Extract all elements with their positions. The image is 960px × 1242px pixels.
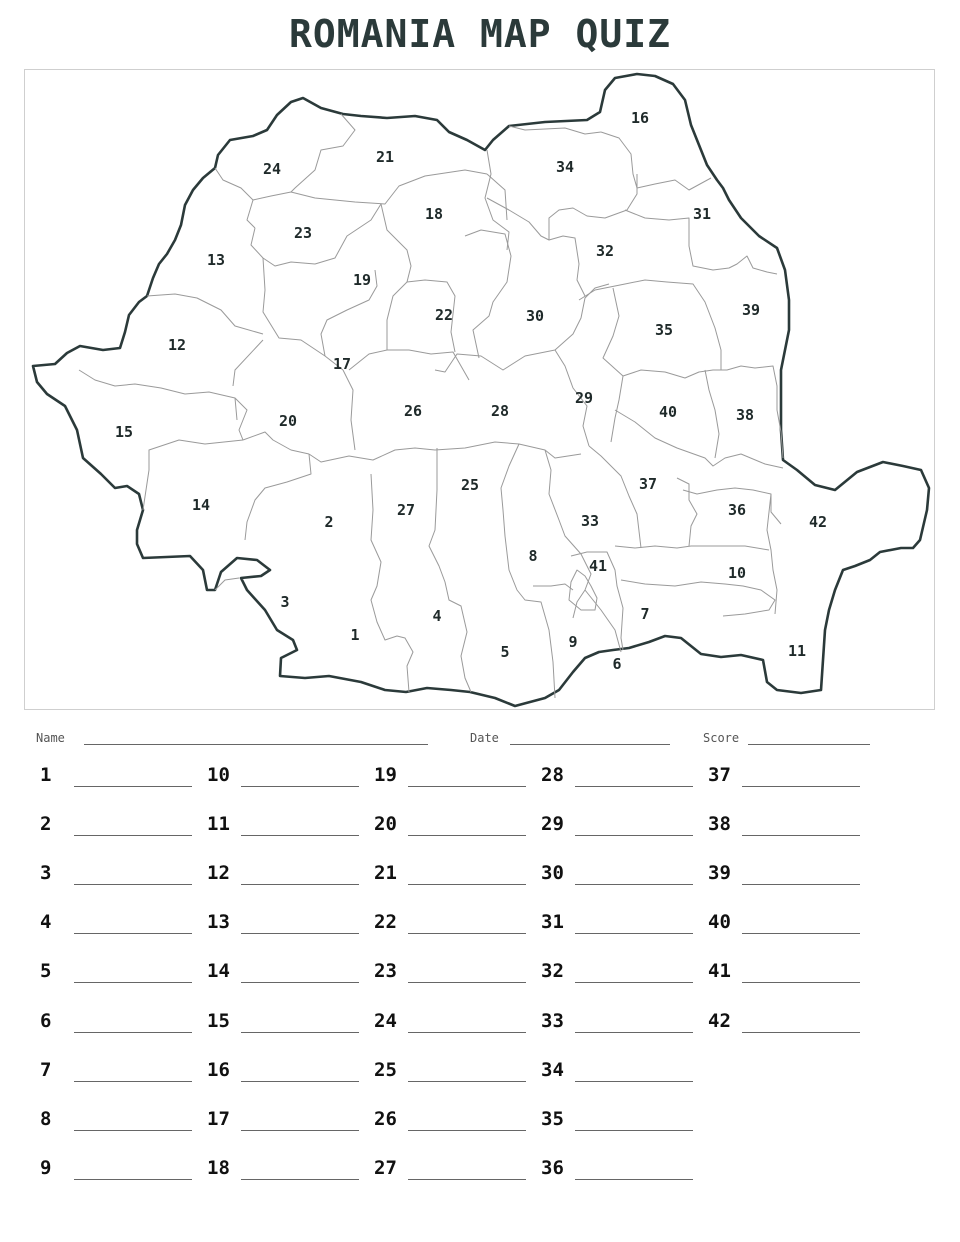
- answer-blank[interactable]: [241, 1032, 359, 1033]
- romania-map: [25, 70, 936, 711]
- region-label-37: 37: [638, 475, 658, 493]
- answer-number: 3: [40, 862, 52, 885]
- region-label-33: 33: [580, 512, 600, 530]
- answer-number: 23: [374, 960, 397, 983]
- answer-row-18: [207, 1157, 367, 1187]
- region-label-39: 39: [741, 301, 761, 319]
- answer-row-33: [541, 1010, 701, 1040]
- answer-row-35: [541, 1108, 701, 1138]
- region-label-35: 35: [654, 321, 674, 339]
- name-field[interactable]: [84, 744, 428, 745]
- region-label-9: 9: [568, 633, 578, 651]
- answer-blank[interactable]: [408, 1081, 526, 1082]
- region-label-10: 10: [727, 564, 747, 582]
- answer-number: 10: [207, 764, 230, 786]
- answer-blank[interactable]: [575, 1179, 693, 1180]
- date-label: Date: [470, 731, 499, 745]
- answer-blank[interactable]: [575, 1081, 693, 1082]
- region-label-30: 30: [525, 307, 545, 325]
- answer-number: 42: [708, 1009, 731, 1032]
- answer-blank[interactable]: [241, 835, 359, 836]
- region-label-34: 34: [555, 158, 575, 176]
- answer-row-17: [207, 1108, 367, 1138]
- region-label-24: 24: [262, 160, 282, 178]
- answer-row-6: [40, 1010, 200, 1040]
- answer-blank[interactable]: [74, 1081, 192, 1082]
- region-label-15: 15: [114, 423, 134, 441]
- region-label-20: 20: [278, 412, 298, 430]
- region-label-18: 18: [424, 205, 444, 223]
- region-label-40: 40: [658, 403, 678, 421]
- answer-blank[interactable]: [575, 884, 693, 885]
- page-title: ROMANIA MAP QUIZ: [288, 12, 672, 56]
- region-label-29: 29: [574, 389, 594, 407]
- answer-blank[interactable]: [408, 982, 526, 983]
- answer-number: 36: [541, 1156, 564, 1179]
- score-field[interactable]: [748, 744, 870, 745]
- answer-row-28: [541, 764, 701, 794]
- answer-blank[interactable]: [742, 933, 860, 934]
- answer-row-16: [207, 1059, 367, 1089]
- region-label-7: 7: [640, 605, 650, 623]
- answer-blank[interactable]: [241, 982, 359, 983]
- region-label-23: 23: [293, 224, 313, 242]
- region-label-19: 19: [352, 271, 372, 289]
- answer-number: 9: [40, 1156, 52, 1179]
- answer-blank[interactable]: [241, 884, 359, 885]
- answer-row-23: [374, 960, 534, 990]
- region-label-3: 3: [280, 593, 290, 611]
- region-label-22: 22: [434, 306, 454, 324]
- answer-number: 39: [708, 862, 731, 885]
- answer-blank[interactable]: [575, 933, 693, 934]
- answer-number: 33: [541, 1009, 564, 1032]
- region-label-13: 13: [206, 251, 226, 269]
- answer-number: 5: [40, 960, 52, 983]
- answer-number: 18: [207, 1156, 230, 1179]
- answer-number: 27: [374, 1156, 397, 1179]
- score-label: Score: [703, 731, 740, 745]
- answer-number: 13: [207, 911, 230, 934]
- answer-number: 12: [207, 862, 230, 885]
- answer-row-25: [374, 1059, 534, 1089]
- answer-row-30: [541, 862, 701, 892]
- region-label-31: 31: [692, 205, 712, 223]
- region-label-32: 32: [595, 242, 615, 260]
- answer-blank[interactable]: [575, 1130, 693, 1131]
- answer-blank[interactable]: [408, 786, 526, 787]
- answer-blank[interactable]: [408, 1032, 526, 1033]
- answer-blank[interactable]: [408, 835, 526, 836]
- answer-blank[interactable]: [74, 1130, 192, 1131]
- answer-blank[interactable]: [74, 835, 192, 836]
- answer-blank[interactable]: [241, 1179, 359, 1180]
- answer-number: 41: [708, 960, 731, 983]
- region-label-5: 5: [500, 643, 510, 661]
- answer-number: 2: [40, 813, 52, 836]
- region-label-25: 25: [460, 476, 480, 494]
- answer-blank[interactable]: [575, 1032, 693, 1033]
- answer-blank[interactable]: [742, 835, 860, 836]
- region-label-6: 6: [612, 655, 622, 673]
- answer-row-21: [374, 862, 534, 892]
- region-label-1: 1: [350, 626, 360, 644]
- answer-number: 32: [541, 960, 564, 983]
- answer-row-9: [40, 1157, 200, 1187]
- name-label: Name: [36, 731, 65, 745]
- answer-blank[interactable]: [241, 786, 359, 787]
- answer-number: 11: [207, 813, 230, 836]
- answer-number: 17: [207, 1107, 230, 1130]
- answer-number: 35: [541, 1107, 564, 1130]
- answer-blank[interactable]: [74, 1179, 192, 1180]
- region-label-28: 28: [490, 402, 510, 420]
- answer-number: 37: [708, 764, 731, 786]
- answer-number: 40: [708, 911, 731, 934]
- answer-blank[interactable]: [575, 835, 693, 836]
- answer-row-42: [708, 1010, 868, 1040]
- region-label-14: 14: [191, 496, 211, 514]
- answer-number: 30: [541, 862, 564, 885]
- answer-number: 21: [374, 862, 397, 885]
- answer-number: 19: [374, 764, 397, 786]
- answer-number: 29: [541, 813, 564, 836]
- region-label-36: 36: [727, 501, 747, 519]
- answer-blank[interactable]: [408, 933, 526, 934]
- answer-number: 24: [374, 1009, 397, 1032]
- region-label-21: 21: [375, 148, 395, 166]
- answer-blank[interactable]: [241, 1081, 359, 1082]
- answer-number: 28: [541, 764, 564, 786]
- answer-blank[interactable]: [742, 1032, 860, 1033]
- answer-number: 34: [541, 1058, 564, 1081]
- answer-number: 25: [374, 1058, 397, 1081]
- answer-blank[interactable]: [74, 982, 192, 983]
- region-label-4: 4: [432, 607, 442, 625]
- answer-row-40: [708, 911, 868, 941]
- answer-number: 31: [541, 911, 564, 934]
- region-label-42: 42: [808, 513, 828, 531]
- date-field[interactable]: [510, 744, 670, 745]
- answer-blank[interactable]: [241, 933, 359, 934]
- answer-row-27: [374, 1157, 534, 1187]
- answer-row-1: [40, 764, 200, 794]
- answer-number: 4: [40, 911, 52, 934]
- answer-row-2: [40, 813, 200, 843]
- answer-row-15: [207, 1010, 367, 1040]
- region-label-11: 11: [787, 642, 807, 660]
- answer-row-22: [374, 911, 534, 941]
- answer-number: 7: [40, 1058, 52, 1081]
- answer-row-5: [40, 960, 200, 990]
- region-label-27: 27: [396, 501, 416, 519]
- answer-blank[interactable]: [408, 1179, 526, 1180]
- answer-number: 1: [40, 764, 52, 786]
- answer-blank[interactable]: [742, 884, 860, 885]
- answer-blank[interactable]: [408, 1130, 526, 1131]
- map-frame: [24, 69, 935, 710]
- answer-number: 6: [40, 1009, 52, 1032]
- answer-row-41: [708, 960, 868, 990]
- answer-blank[interactable]: [74, 1032, 192, 1033]
- answer-row-4: [40, 911, 200, 941]
- answer-row-3: [40, 862, 200, 892]
- region-label-2: 2: [324, 513, 334, 531]
- answer-row-11: [207, 813, 367, 843]
- answer-row-10: [207, 764, 367, 794]
- answer-row-13: [207, 911, 367, 941]
- region-label-41: 41: [588, 557, 608, 575]
- answer-number: 14: [207, 960, 230, 983]
- answer-row-14: [207, 960, 367, 990]
- answer-row-12: [207, 862, 367, 892]
- answer-blank[interactable]: [575, 982, 693, 983]
- answer-number: 15: [207, 1009, 230, 1032]
- answer-number: 26: [374, 1107, 397, 1130]
- answer-row-34: [541, 1059, 701, 1089]
- region-label-8: 8: [528, 547, 538, 565]
- answer-row-36: [541, 1157, 701, 1187]
- answer-blank[interactable]: [74, 786, 192, 787]
- answer-number: 38: [708, 813, 731, 836]
- answer-row-32: [541, 960, 701, 990]
- answer-blank[interactable]: [408, 884, 526, 885]
- answer-row-8: [40, 1108, 200, 1138]
- region-label-12: 12: [167, 336, 187, 354]
- answer-blank[interactable]: [74, 884, 192, 885]
- region-label-16: 16: [630, 109, 650, 127]
- answer-number: 22: [374, 911, 397, 934]
- region-label-38: 38: [735, 406, 755, 424]
- answer-row-7: [40, 1059, 200, 1089]
- answer-row-26: [374, 1108, 534, 1138]
- answer-row-19: [374, 764, 534, 794]
- answer-row-31: [541, 911, 701, 941]
- answer-number: 20: [374, 813, 397, 836]
- answer-blank[interactable]: [74, 933, 192, 934]
- answer-row-24: [374, 1010, 534, 1040]
- answer-row-20: [374, 813, 534, 843]
- answer-number: 8: [40, 1107, 52, 1130]
- answer-blank[interactable]: [241, 1130, 359, 1131]
- answer-blank[interactable]: [575, 786, 693, 787]
- answer-blank[interactable]: [742, 786, 860, 787]
- answer-row-29: [541, 813, 701, 843]
- answer-row-37: [708, 764, 868, 794]
- answer-blank[interactable]: [742, 982, 860, 983]
- answer-row-38: [708, 813, 868, 843]
- answer-row-39: [708, 862, 868, 892]
- region-label-26: 26: [403, 402, 423, 420]
- region-label-17: 17: [332, 355, 352, 373]
- answer-number: 16: [207, 1058, 230, 1081]
